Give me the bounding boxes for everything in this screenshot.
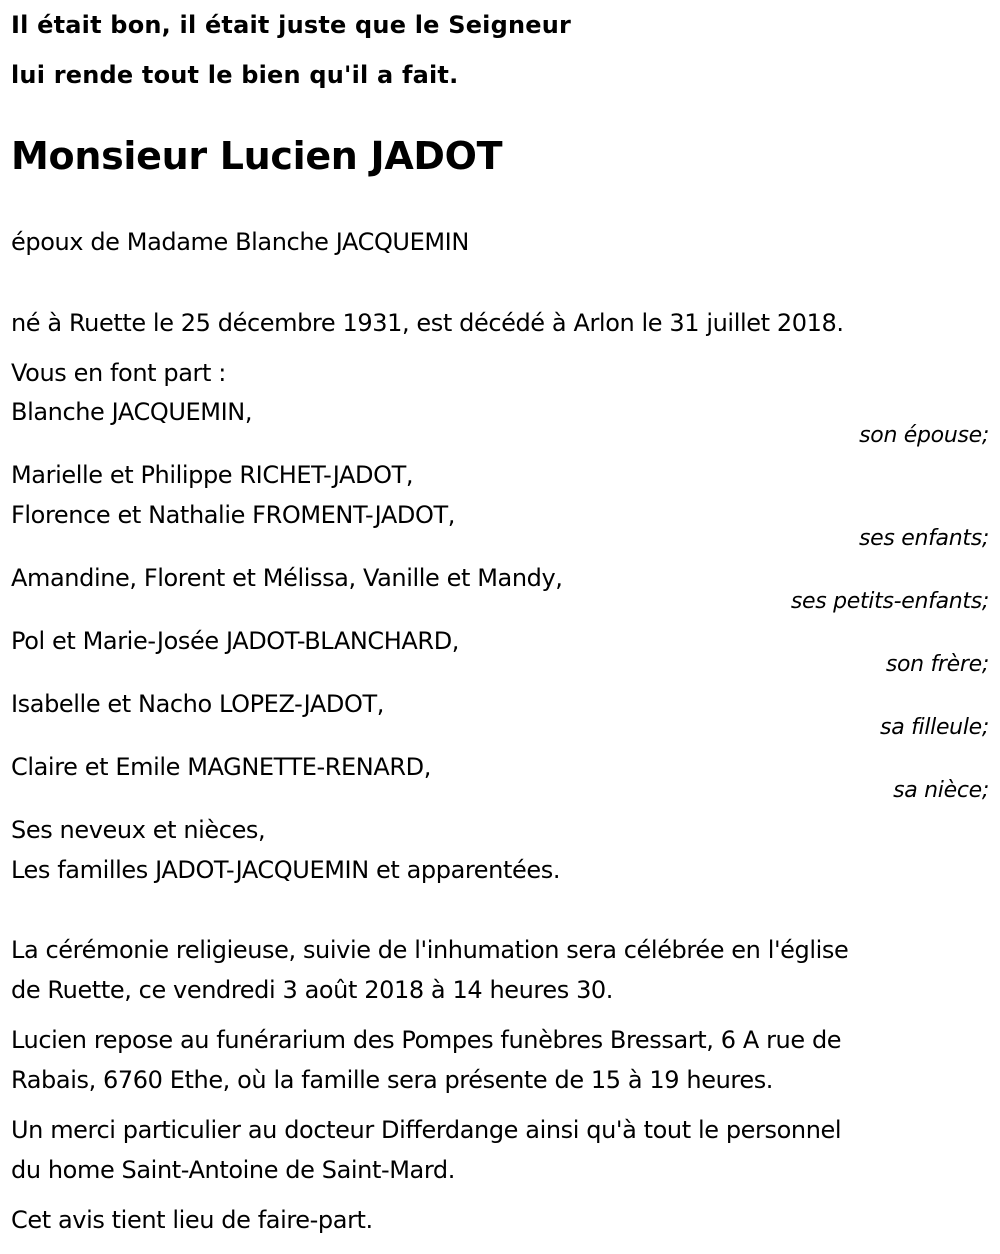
ceremony-line-2: de Ruette, ce vendredi 3 août 2018 à 14 heures 30. [11,976,614,1004]
quote-line-1: Il était bon, il était juste que le Seigneur [11,11,572,39]
family-relation: son épouse; [859,423,989,448]
family-relation: son frère; [885,652,989,677]
funerarium-line-2: Rabais, 6760 Ethe, où la famille sera présente de 15 à 19 heures. [11,1066,774,1094]
announcement-intro: Vous en font part : [11,359,226,387]
family-name-line: Pol et Marie-Josée JADOT-BLANCHARD, [11,627,460,655]
thanks-line-2: du home Saint-Antoine de Saint-Mard. [11,1156,455,1184]
ceremony-line-1: La cérémonie religieuse, suivie de l'inhumation sera célébrée en l'église [11,936,849,964]
quote-line-2: lui rende tout le bien qu'il a fait. [11,61,459,89]
family-relation: sa nièce; [893,778,989,803]
thanks-line-1: Un merci particulier au docteur Differdange ainsi qu'à tout le personnel [11,1116,842,1144]
others-line: Ses neveux et nièces, [11,816,266,844]
family-relation: ses petits-enfants; [790,589,989,614]
family-name-line: Florence et Nathalie FROMENT-JADOT, [11,501,455,529]
closing-line: Cet avis tient lieu de faire-part. [11,1206,373,1234]
family-name-line: Isabelle et Nacho LOPEZ-JADOT, [11,690,384,718]
deceased-name-title: Monsieur Lucien JADOT [11,134,503,178]
spouse-line: époux de Madame Blanche JACQUEMIN [11,228,469,256]
family-relation: sa filleule; [880,715,989,740]
others-line: Les familles JADOT-JACQUEMIN et apparentées. [11,856,561,884]
family-name-line: Claire et Emile MAGNETTE-RENARD, [11,753,431,781]
birth-death-line: né à Ruette le 25 décembre 1931, est décédé à Arlon le 31 juillet 2018. [11,309,844,337]
family-name-line: Marielle et Philippe RICHET-JADOT, [11,461,414,489]
family-name-line: Amandine, Florent et Mélissa, Vanille et Mandy, [11,564,563,592]
funerarium-line-1: Lucien repose au funérarium des Pompes funèbres Bressart, 6 A rue de [11,1026,842,1054]
family-relation: ses enfants; [858,526,989,551]
family-name-line: Blanche JACQUEMIN, [11,398,253,426]
